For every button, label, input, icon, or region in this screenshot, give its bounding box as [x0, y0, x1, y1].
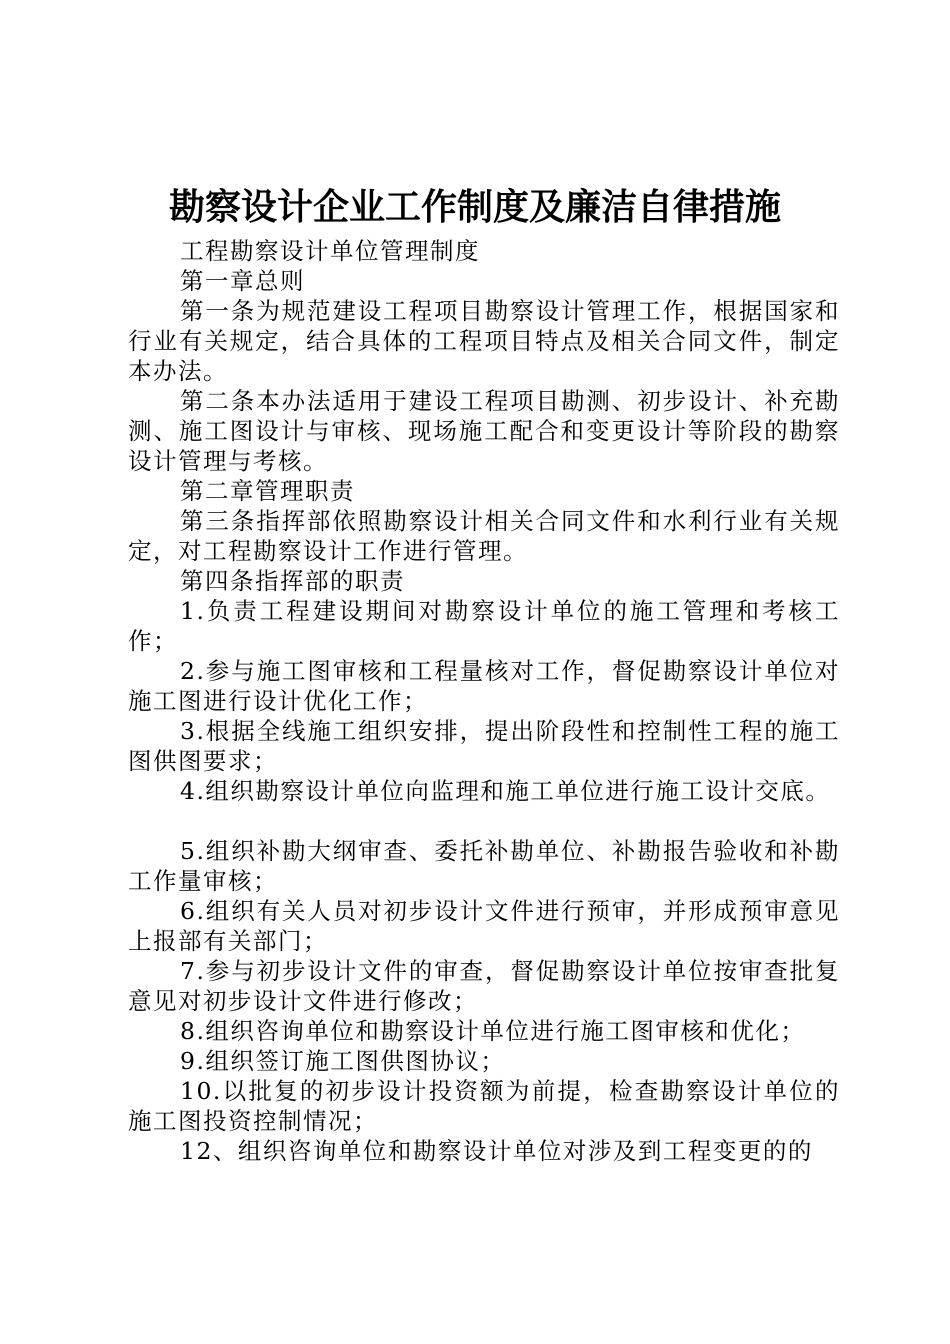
document-title: 勘察设计企业工作制度及廉洁自律措施	[168, 187, 781, 228]
paragraph-item-2: 2.参与施工图审核和工程量核对工作，督促勘察设计单位对施工图进行设计优化工作；	[128, 657, 840, 715]
paragraph-item-7: 7.参与初步设计文件的审查，督促勘察设计单位按审查批复意见对初步设计文件进行修改；	[128, 957, 840, 1015]
paragraph-article-4: 第四条指挥部的职责	[180, 567, 405, 595]
paragraph-item-6: 6.组织有关人员对初步设计文件进行预审，并形成预审意见上报部有关部门；	[128, 897, 840, 955]
paragraph-subtitle: 工程勘察设计单位管理制度	[180, 237, 480, 265]
paragraph-article-3: 第三条指挥部依照勘察设计相关合同文件和水利行业有关规定，对工程勘察设计工作进行管理。	[128, 507, 840, 565]
paragraph-item-3: 3.根据全线施工组织安排，提出阶段性和控制性工程的施工图供图要求；	[128, 717, 840, 775]
paragraph-item-4: 4.组织勘察设计单位向监理和施工单位进行施工设计交底。	[180, 777, 831, 805]
paragraph-item-12: 12、组织咨询单位和勘察设计单位对涉及到工程变更的的	[180, 1137, 813, 1165]
paragraph-chapter-2: 第二章管理职责	[180, 477, 355, 505]
paragraph-item-8: 8.组织咨询单位和勘察设计单位进行施工图审核和优化；	[180, 1017, 806, 1045]
document-body	[128, 236, 840, 1166]
paragraph-item-1: 1.负责工程建设期间对勘察设计单位的施工管理和考核工作；	[128, 597, 840, 655]
paragraph-article-1: 第一条为规范建设工程项目勘察设计管理工作，根据国家和行业有关规定，结合具体的工程项目特点及相关合同文件，制定本办法。	[128, 297, 840, 385]
paragraph-item-10: 10.以批复的初步设计投资额为前提，检查勘察设计单位的施工图投资控制情况；	[128, 1077, 840, 1135]
paragraph-chapter-1: 第一章总则	[180, 267, 305, 295]
paragraph-item-9: 9.组织签订施工图供图协议；	[180, 1047, 506, 1075]
paragraph-item-5: 5.组织补勘大纲审查、委托补勘单位、补勘报告验收和补勘工作量审核；	[128, 837, 840, 895]
paragraph-article-2: 第二条本办法适用于建设工程项目勘测、初步设计、补充勘测、施工图设计与审核、现场施工配合和变更设计等阶段的勘察设计管理与考核。	[128, 387, 840, 475]
